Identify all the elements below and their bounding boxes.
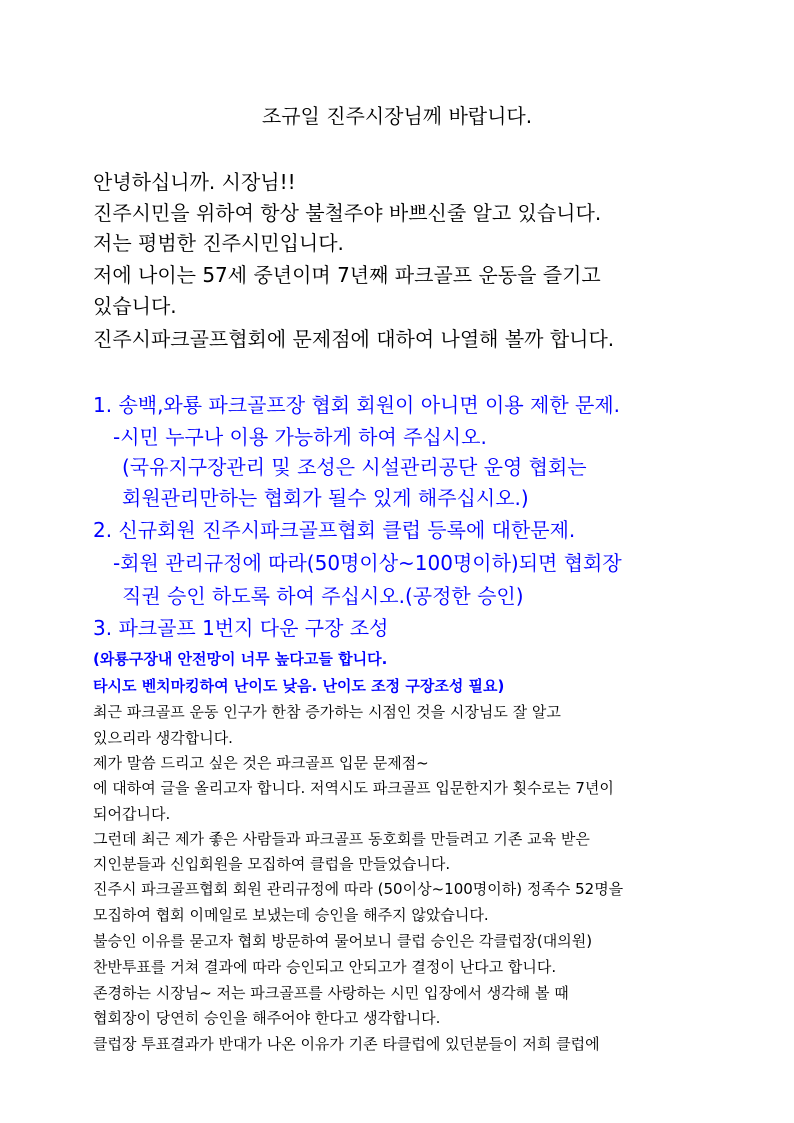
body-line: 찬반투표를 거쳐 결과에 따라 승인되고 안되고가 결정이 난다고 합니다. [93, 958, 557, 976]
body-line: 클럽장 투표결과가 반대가 나온 이유가 기존 타클럽에 있던분들이 저희 클럽에 [93, 1035, 600, 1053]
body-line: 그런데 최근 제가 좋은 사람들과 파크골프 동호회를 만들려고 기존 교육 받은 [93, 830, 590, 848]
issue-detail: -회원 관리규정에 따라(50명이상~100명이하)되면 협회장 [113, 551, 622, 575]
document-title: 조규일 진주시장님께 바랍니다. [261, 104, 533, 128]
issue-detail: (국유지구장관리 및 조성은 시설관리공단 운영 협회는 [122, 455, 587, 479]
body-line: 존경하는 시장님~ 저는 파크골프를 사랑하는 시민 입장에서 생각해 볼 때 [93, 984, 569, 1002]
body-line: 진주시 파크골프협회 회원 관리규정에 따라 (50이상~100명이하) 정족수 52명을 [93, 880, 624, 898]
issue-note: (와룡구장내 안전망이 너무 높다고들 합니다. [93, 650, 388, 668]
body-line: 제가 말씀 드리고 싶은 것은 파크골프 입문 문제점~ [93, 754, 429, 772]
intro-line: 진주시민을 위하여 항상 불철주야 바쁘신줄 알고 있습니다. [93, 201, 602, 225]
issue-detail: -시민 누구나 이용 가능하게 하여 주십시오. [113, 425, 487, 449]
intro-line: 안녕하십니까. 시장님!! [93, 170, 296, 194]
body-line: 에 대하여 글을 올리고자 합니다. 저역시도 파크골프 입문한지가 횟수로는 7년이 [93, 779, 614, 797]
intro-line: 저에 나이는 57세 중년이며 7년째 파크골프 운동을 즐기고 [93, 263, 601, 287]
issue-detail: 직권 승인 하도록 하여 주십시오.(공정한 승인) [122, 584, 524, 608]
body-line: 모집하여 협회 이메일로 보냈는데 승인을 해주지 않았습니다. [93, 906, 489, 924]
body-line: 있으리라 생각합니다. [93, 729, 233, 747]
body-line: 지인분들과 신입회원을 모집하여 클럽을 만들었습니다. [93, 855, 451, 873]
issue-heading-3: 3. 파크골프 1번지 다운 구장 조성 [93, 616, 389, 640]
body-line: 되어갑니다. [93, 805, 171, 823]
body-line: 협회장이 당연히 승인을 해주어야 한다고 생각합니다. [93, 1009, 441, 1027]
intro-line: 저는 평범한 진주시민입니다. [93, 231, 344, 255]
issue-note: 타시도 벤치마킹하여 난이도 낮음. 난이도 조정 구장조성 필요) [93, 677, 505, 695]
intro-line: 진주시파크골프협회에 문제점에 대하여 나열해 볼까 합니다. [93, 327, 615, 351]
issue-heading-2: 2. 신규회원 진주시파크골프협회 클럽 등록에 대한문제. [93, 518, 576, 542]
issue-detail: 회원관리만하는 협회가 될수 있게 해주십시오.) [122, 486, 529, 510]
intro-line: 있습니다. [93, 294, 177, 318]
body-line: 최근 파크골프 운동 인구가 한참 증가하는 시점인 것을 시장님도 잘 알고 [93, 703, 561, 721]
issue-heading-1: 1. 송백,와룡 파크골프장 협회 회원이 아니면 이용 제한 문제. [93, 393, 621, 417]
body-line: 불승인 이유를 묻고자 협회 방문하여 물어보니 클럽 승인은 각클럽장(대의원) [93, 932, 593, 950]
